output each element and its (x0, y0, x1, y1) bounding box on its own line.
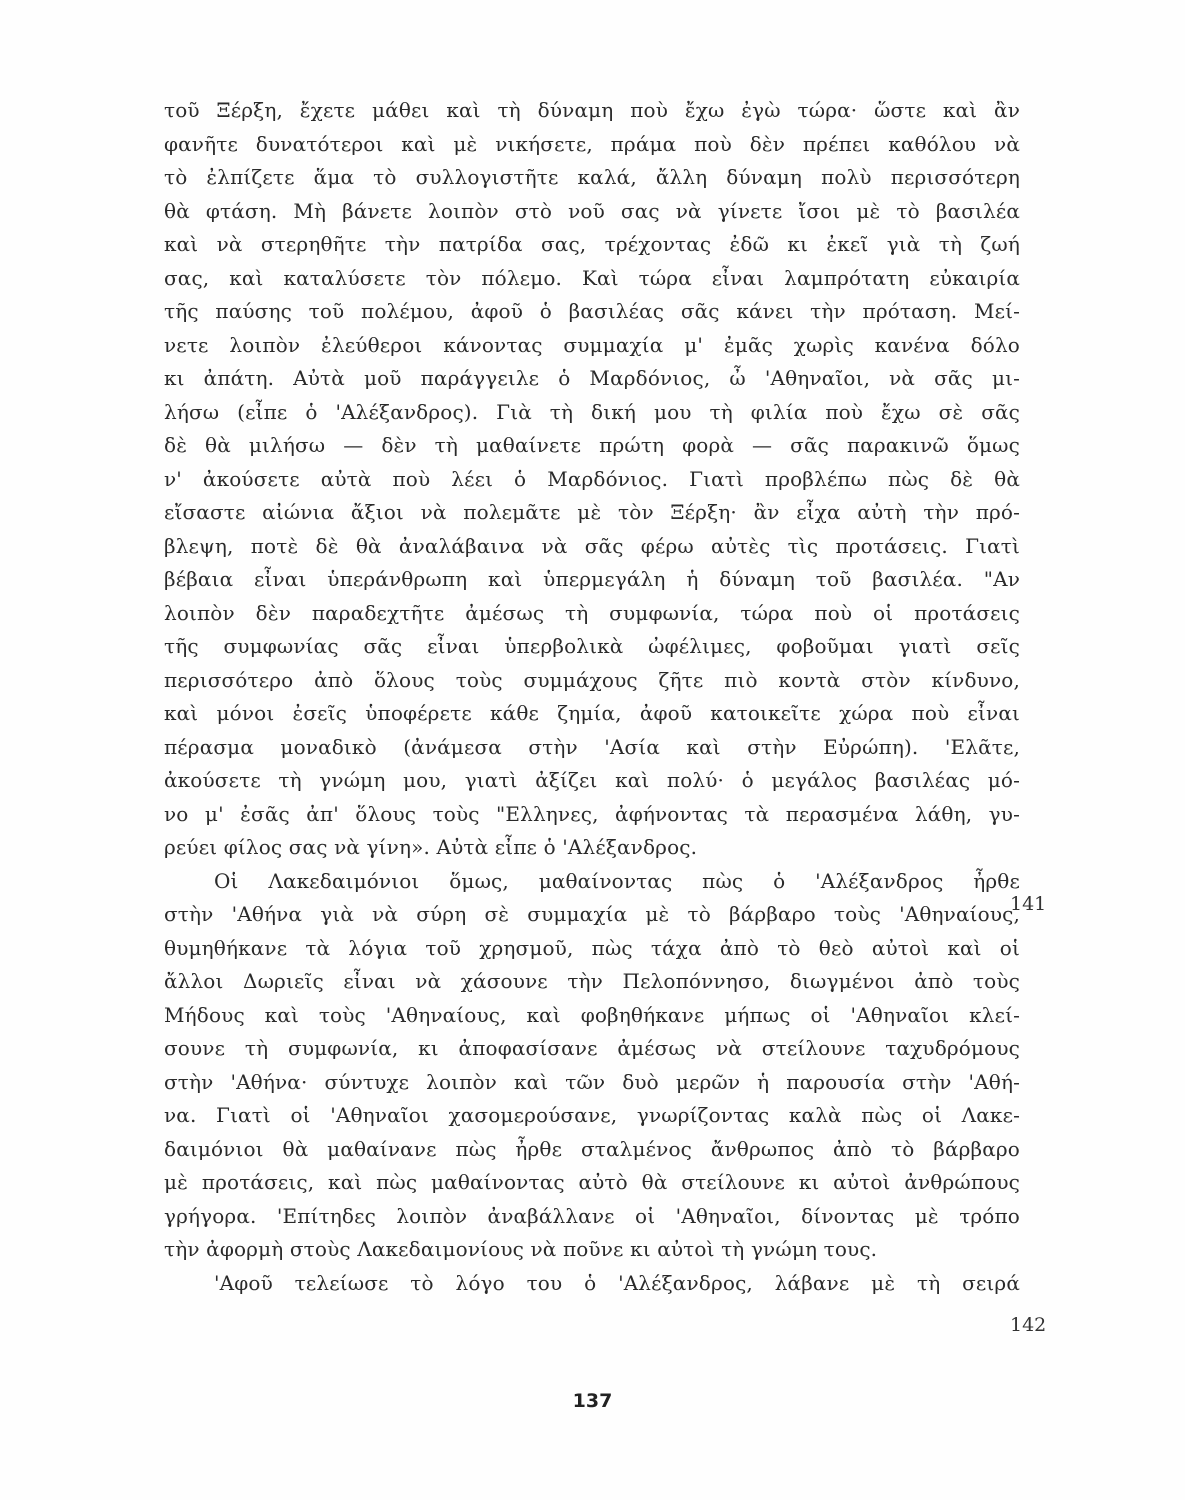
paragraph-start-line: 'Αφοῦ τελείωσε τὸ λόγο του ὁ 'Αλέξανδρος, λάβανε μὲ τὴ σειρά (214, 1270, 1020, 1295)
text-line: στὴν 'Αθήνα γιὰ νὰ σύρη σὲ συμμαχία μὲ τὸ βάρβαρο τοὺς 'Αθηναίους, (164, 902, 1020, 926)
margin-section-number: 141 (1010, 893, 1047, 915)
margin-section-number: 142 (1010, 1314, 1047, 1336)
text-line: να. Γιατὶ οἱ 'Αθηναῖοι χασομερούσανε, γνωρίζοντας καλὰ πὼς οἱ Λακε- (164, 1103, 1020, 1127)
text-line: περισσότερο ἀπὸ ὅλους τοὺς συμμάχους ζῆτε πιὸ κοντὰ στὸν κίνδυνο, (164, 667, 1020, 692)
text-line: εἴσαστε αἰώνια ἄξιοι νὰ πολεμᾶτε μὲ τὸν Ξέρξη· ἂν εἶχα αὐτὴ τὴν πρό- (164, 500, 1020, 524)
text-line: βλεψη, ποτὲ δὲ θὰ ἀναλάβαινα νὰ σᾶς φέρω αὐτὲς τὶς προτάσεις. Γιατὶ (164, 533, 1020, 558)
text-line: μὲ προτάσεις, καὶ πὼς μαθαίνοντας αὐτὸ θὰ στείλουνε κι αὐτοὶ ἀνθρώπους (164, 1170, 1020, 1194)
text-line: θυμηθήκανε τὰ λόγια τοῦ χρησμοῦ, πὼς τάχα ἀπὸ τὸ θεὸ αὐτοὶ καὶ οἱ (164, 935, 1020, 960)
text-line: φανῆτε δυνατότεροι καὶ μὲ νικήσετε, πράμα ποὺ δὲν πρέπει καθόλου νὰ (164, 131, 1020, 156)
text-line: λοιπὸν δὲν παραδεχτῆτε ἀμέσως τὴ συμφωνία, τώρα ποὺ οἱ προτάσεις (164, 600, 1020, 625)
text-line: ἀκούσετε τὴ γνώμη μου, γιατὶ ἀξίζει καὶ πολύ· ὁ μεγάλος βασιλέας μό- (164, 768, 1020, 792)
paragraph-start-line: Οἱ Λακεδαιμόνιοι ὅμως, μαθαίνοντας πὼς ὁ 'Αλέξανδρος ἦρθε (214, 868, 1020, 893)
text-line: ρεύει φίλος σας νὰ γίνη». Αὐτὰ εἶπε ὁ 'Αλέξανδρος. (164, 835, 698, 859)
text-line: στὴν 'Αθήνα· σύντυχε λοιπὸν καὶ τῶν δυὸ μερῶν ἡ παρουσία στὴν 'Αθή- (164, 1069, 1020, 1094)
text-line: βέβαια εἶναι ὑπεράνθρωπη καὶ ὑπερμεγάλη ἡ δύναμη τοῦ βασιλέα. "Αν (164, 567, 1020, 591)
text-line: τὴν ἀφορμὴ στοὺς Λακεδαιμονίους νὰ ποῦνε κι αὐτοὶ τὴ γνώμη τους. (164, 1237, 878, 1261)
text-line: καὶ νὰ στερηθῆτε τὴν πατρίδα σας, τρέχοντας ἐδῶ κι ἐκεῖ γιὰ τὴ ζωή (164, 232, 1020, 256)
text-line: πέρασμα μοναδικὸ (ἀνάμεσα στὴν 'Ασία καὶ στὴν Εὐρώπη). 'Ελᾶτε, (164, 734, 1020, 759)
text-line: σας, καὶ καταλύσετε τὸν πόλεμο. Καὶ τώρα εἶναι λαμπρότατη εὐκαιρία (164, 265, 1020, 290)
text-line: νο μ' ἐσᾶς ἀπ' ὅλους τοὺς "Ελληνες, ἀφήνοντας τὰ περασμένα λάθη, γυ- (164, 801, 1020, 826)
page-number: 137 (572, 1390, 613, 1412)
text-line: καὶ μόνοι ἐσεῖς ὑποφέρετε κάθε ζημία, ἀφοῦ κατοικεῖτε χώρα ποὺ εἶναι (164, 701, 1020, 725)
body-text (164, 94, 1020, 1300)
text-line: λήσω (εἶπε ὁ 'Αλέξανδρος). Γιὰ τὴ δική μου τὴ φιλία ποὺ ἔχω σὲ σᾶς (164, 399, 1020, 424)
text-line: τὸ ἐλπίζετε ἅμα τὸ συλλογιστῆτε καλά, ἄλλη δύναμη πολὺ περισσότερη (164, 165, 1020, 189)
text-line: ν' ἀκούσετε αὐτὰ ποὺ λέει ὁ Μαρδόνιος. Γιατὶ προβλέπω πὼς δὲ θὰ (164, 466, 1020, 491)
text-line: τοῦ Ξέρξη, ἔχετε μάθει καὶ τὴ δύναμη ποὺ ἔχω ἐγὼ τώρα· ὥστε καὶ ἂν (164, 98, 1020, 122)
text-line: κι ἀπάτη. Αὐτὰ μοῦ παράγγειλε ὁ Μαρδόνιος, ὦ 'Αθηναῖοι, νὰ σᾶς μι- (164, 366, 1020, 390)
text-line: σουνε τὴ συμφωνία, κι ἀποφασίσανε ἀμέσως νὰ στείλουνε ταχυδρόμους (164, 1036, 1020, 1060)
text-line: ἄλλοι Δωριεῖς εἶναι νὰ χάσουνε τὴν Πελοπόννησο, διωγμένοι ἀπὸ τοὺς (164, 969, 1020, 993)
text-line: δαιμόνιοι θὰ μαθαίνανε πὼς ἦρθε σταλμένος ἄνθρωπος ἀπὸ τὸ βάρβαρο (164, 1136, 1020, 1161)
text-line: νετε λοιπὸν ἐλεύθεροι κάνοντας συμμαχία μ' ἐμᾶς χωρὶς κανένα δόλο (164, 332, 1020, 357)
text-line: τῆς παύσης τοῦ πολέμου, ἀφοῦ ὁ βασιλέας σᾶς κάνει τὴν πρόταση. Μεί- (164, 299, 1020, 323)
text-line: θὰ φτάση. Μὴ βάνετε λοιπὸν στὸ νοῦ σας νὰ γίνετε ἴσοι μὲ τὸ βασιλέα (164, 198, 1020, 223)
text-line: δὲ θὰ μιλήσω — δὲν τὴ μαθαίνετε πρώτη φορὰ — σᾶς παρακινῶ ὅμως (164, 433, 1020, 457)
text-line: γρήγορα. 'Επίτηδες λοιπὸν ἀναβάλλανε οἱ 'Αθηναῖοι, δίνοντας μὲ τρόπο (164, 1203, 1020, 1228)
text-line: τῆς συμφωνίας σᾶς εἶναι ὑπερβολικὰ ὠφέλιμες, φοβοῦμαι γιατὶ σεῖς (164, 634, 1020, 658)
text-line: Μήδους καὶ τοὺς 'Αθηναίους, καὶ φοβηθήκανε μήπως οἱ 'Αθηναῖοι κλεί- (164, 1002, 1020, 1027)
